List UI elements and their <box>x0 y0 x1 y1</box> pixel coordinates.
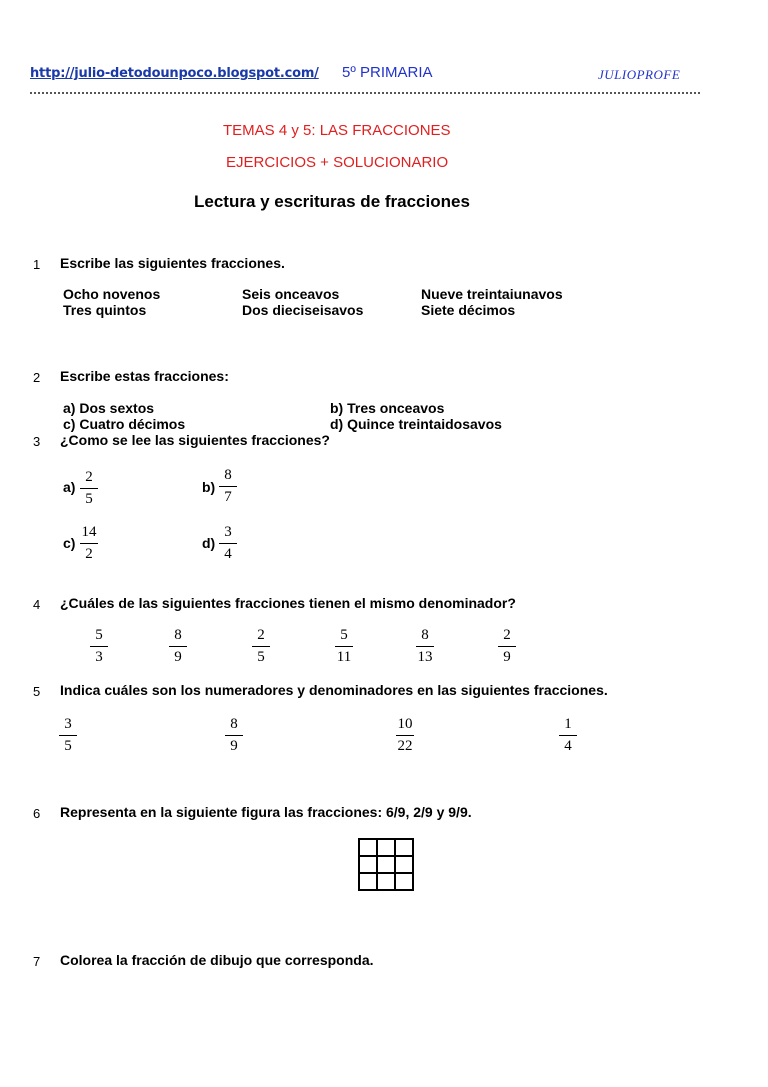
question-7-text: Colorea la fracción de dibujo que corresponda. <box>60 952 374 968</box>
q1-item: Siete décimos <box>421 302 516 318</box>
grid-cell <box>395 839 413 856</box>
denominator: 11 <box>336 649 352 665</box>
fraction <box>74 469 104 508</box>
denominator: 4 <box>564 738 572 754</box>
question-1-number: 1 <box>33 257 41 272</box>
denominator: 5 <box>64 738 72 754</box>
fraction-bar <box>416 646 434 647</box>
fraction <box>219 716 249 755</box>
denominator: 9 <box>503 649 511 665</box>
fraction <box>246 627 276 666</box>
grid-cell <box>377 873 395 890</box>
numerator: 10 <box>397 716 413 732</box>
header-divider <box>30 92 700 94</box>
denominator: 5 <box>85 491 93 507</box>
denominator: 22 <box>397 738 413 754</box>
fraction-bar <box>498 646 516 647</box>
denominator: 9 <box>174 649 182 665</box>
numerator: 2 <box>503 627 511 643</box>
fraction <box>213 467 243 506</box>
grade-label: 5º PRIMARIA <box>342 64 433 81</box>
fraction-bar <box>396 735 414 736</box>
grid-cell <box>359 856 377 873</box>
question-3-number: 3 <box>33 434 41 449</box>
numerator: 5 <box>340 627 348 643</box>
fraction <box>213 524 243 563</box>
numerator: 5 <box>95 627 103 643</box>
question-3-text: ¿Como se lee las siguientes fracciones? <box>60 432 330 448</box>
fraction <box>74 524 104 563</box>
q1-item: Tres quintos <box>63 302 147 318</box>
fraction-grid <box>358 838 414 891</box>
question-1-text: Escribe las siguientes fracciones. <box>60 255 285 271</box>
denominator: 9 <box>230 738 238 754</box>
numerator: 1 <box>564 716 572 732</box>
q2-item: a) Dos sextos <box>63 400 155 416</box>
question-5-text: Indica cuáles son los numeradores y denominadores en las siguientes fracciones. <box>60 682 608 698</box>
numerator: 3 <box>64 716 72 732</box>
question-2-number: 2 <box>33 370 41 385</box>
fraction-bar <box>335 646 353 647</box>
grid-cell <box>377 856 395 873</box>
fraction-bar <box>59 735 77 736</box>
fraction <box>53 716 83 755</box>
fraction-bar <box>90 646 108 647</box>
question-5-number: 5 <box>33 684 41 699</box>
fraction <box>390 716 420 755</box>
grid-cell <box>395 873 413 890</box>
q2-item: d) Quince treintaidosavos <box>330 416 502 432</box>
q3-label: b) <box>202 479 216 495</box>
numerator: 2 <box>257 627 265 643</box>
numerator: 8 <box>174 627 182 643</box>
q1-item: Ocho novenos <box>63 286 161 302</box>
grid-cell <box>377 839 395 856</box>
numerator: 2 <box>85 469 93 485</box>
numerator: 14 <box>81 524 97 540</box>
q1-item: Seis onceavos <box>242 286 340 302</box>
q1-item: Dos dieciseisavos <box>242 302 364 318</box>
denominator: 13 <box>417 649 433 665</box>
fraction <box>84 627 114 666</box>
question-4-number: 4 <box>33 597 41 612</box>
denominator: 2 <box>85 546 93 562</box>
question-6-number: 6 <box>33 806 41 821</box>
blog-link[interactable]: http://julio-detodounpoco.blogspot.com/ <box>30 66 319 81</box>
q2-item: c) Cuatro décimos <box>63 416 186 432</box>
fraction-bar <box>219 543 237 544</box>
fraction <box>553 716 583 755</box>
question-4-text: ¿Cuáles de las siguientes fracciones tienen el mismo denominador? <box>60 595 516 611</box>
author-label: JULIOPROFE <box>598 67 681 82</box>
q1-item: Nueve treintaiunavos <box>421 286 563 302</box>
fraction <box>163 627 193 666</box>
question-2-text: Escribe estas fracciones: <box>60 368 229 384</box>
q3-label: c) <box>63 535 76 551</box>
topic-title: TEMAS 4 y 5: LAS FRACCIONES <box>223 122 451 139</box>
numerator: 3 <box>224 524 232 540</box>
subtitle: EJERCICIOS + SOLUCIONARIO <box>226 154 449 171</box>
fraction-bar <box>80 543 98 544</box>
numerator: 8 <box>230 716 238 732</box>
numerator: 8 <box>421 627 429 643</box>
q2-item: b) Tres onceavos <box>330 400 445 416</box>
denominator: 5 <box>257 649 265 665</box>
denominator: 7 <box>224 489 232 505</box>
fraction <box>410 627 440 666</box>
question-6-text: Representa en la siguiente figura las fracciones: 6/9, 2/9 y 9/9. <box>60 804 472 820</box>
q3-label: a) <box>63 479 76 495</box>
section-title: Lectura y escrituras de fracciones <box>194 192 470 211</box>
denominator: 4 <box>224 546 232 562</box>
denominator: 3 <box>95 649 103 665</box>
grid-cell <box>359 873 377 890</box>
grid-cell <box>359 839 377 856</box>
fraction <box>329 627 359 666</box>
numerator: 8 <box>224 467 232 483</box>
fraction-bar <box>219 486 237 487</box>
fraction <box>492 627 522 666</box>
grid-cell <box>395 856 413 873</box>
question-7-number: 7 <box>33 954 41 969</box>
fraction-bar <box>169 646 187 647</box>
fraction-bar <box>252 646 270 647</box>
fraction-bar <box>225 735 243 736</box>
fraction-bar <box>80 488 98 489</box>
q3-label: d) <box>202 535 216 551</box>
fraction-bar <box>559 735 577 736</box>
